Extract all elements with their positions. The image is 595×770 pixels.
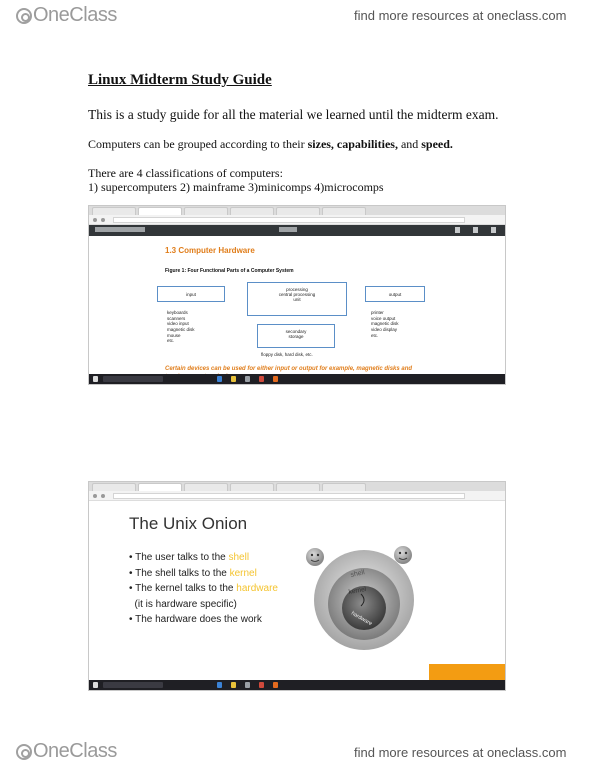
slide-computer-hardware — [149, 238, 449, 383]
reload-icon[interactable] — [101, 218, 105, 222]
store-icon[interactable] — [245, 376, 250, 382]
document-title: Linux Midterm Study Guide — [88, 72, 272, 88]
embedded-screenshot-hardware — [88, 205, 506, 385]
slide-note: Certain devices can be used for either input or output for example, magnetic disks and — [165, 366, 413, 372]
active-app-icon[interactable] — [273, 376, 278, 382]
user-face-icon-left — [306, 548, 324, 566]
download-icon[interactable] — [473, 227, 478, 233]
intro-paragraph: This is a study guide for all the material we learned until the midterm exam. — [88, 107, 499, 122]
output-devices-list: printer voice output magnetic disk video display etc. — [371, 310, 399, 338]
shell-label: shell — [349, 569, 366, 579]
browser-tab-bar — [89, 482, 505, 491]
search-box[interactable] — [103, 682, 163, 688]
hardware-label: hardware — [350, 610, 373, 628]
storage-devices-list: floppy disk, hard disk, etc. — [261, 352, 313, 357]
oneclass-logo-icon — [16, 8, 32, 24]
browser-tab[interactable] — [184, 207, 228, 215]
oneclass-logo-header[interactable] — [16, 4, 117, 27]
slide-title: The Unix Onion — [129, 514, 248, 533]
edge-icon[interactable] — [217, 376, 222, 382]
output-box: output — [365, 286, 425, 302]
browser-tab[interactable] — [322, 207, 366, 215]
browser-tab[interactable] — [184, 483, 228, 491]
logo-text: OneClass — [33, 740, 117, 762]
bullet-highlight: kernel — [229, 567, 257, 579]
input-box: input — [157, 286, 225, 302]
browser-tab[interactable] — [92, 207, 136, 215]
browser-tab[interactable] — [322, 483, 366, 491]
processing-box: processing central processing unit — [247, 282, 347, 316]
address-field[interactable] — [113, 493, 465, 499]
search-box[interactable] — [103, 376, 163, 382]
browser-tab-bar — [89, 206, 505, 215]
rotate-icon[interactable] — [455, 227, 460, 233]
windows-taskbar — [89, 374, 505, 384]
back-icon[interactable] — [93, 218, 97, 222]
folder-icon[interactable] — [231, 682, 236, 688]
browser-tab[interactable] — [138, 207, 182, 215]
browser-tab[interactable] — [276, 483, 320, 491]
windows-taskbar — [89, 680, 505, 690]
kernel-label: kernel — [348, 585, 367, 596]
active-app-icon[interactable] — [273, 682, 278, 688]
reload-icon[interactable] — [101, 494, 105, 498]
app-icon[interactable] — [259, 376, 264, 382]
pdf-filename — [95, 227, 145, 232]
browser-tab[interactable] — [92, 483, 136, 491]
figure-caption: Figure 1: Four Functional Parts of a Computer System — [165, 268, 294, 274]
pdf-viewer-toolbar — [89, 225, 505, 236]
slide-title: 1.3 Computer Hardware — [165, 246, 255, 255]
bullet-highlight: hardware — [236, 583, 278, 594]
bullet-highlight: shell — [228, 552, 250, 563]
browser-tab[interactable] — [276, 207, 320, 215]
resources-link[interactable]: find more resources at oneclass.com — [354, 745, 567, 760]
browser-tab[interactable] — [230, 207, 274, 215]
browser-url-bar — [89, 491, 505, 501]
bullet-text: • The kernel talks to the — [129, 583, 237, 594]
grouping-term-sizes: sizes, capabilities, — [307, 137, 398, 151]
grouping-middle: and — [397, 137, 422, 151]
oneclass-logo-footer[interactable] — [16, 740, 117, 763]
bullet-text: • The shell talks to the — [129, 567, 230, 579]
storage-box: secondary storage — [257, 324, 335, 348]
print-icon[interactable] — [491, 227, 496, 233]
bullet-text: (it is hardware specific) — [129, 598, 237, 610]
folder-icon[interactable] — [231, 376, 236, 382]
app-icon[interactable] — [259, 682, 264, 688]
logo-text: OneClass — [33, 4, 117, 26]
page-indicator — [279, 227, 297, 232]
onion-diagram — [89, 502, 505, 677]
slide-unix-onion — [89, 502, 505, 677]
browser-tab[interactable] — [138, 483, 182, 491]
browser-url-bar — [89, 215, 505, 225]
start-icon[interactable] — [93, 376, 98, 382]
grouping-prefix: Computers can be grouped according to their — [88, 137, 308, 151]
store-icon[interactable] — [245, 682, 250, 688]
input-devices-list: keyboards scanners video input magnetic disk mouse etc. — [167, 310, 195, 344]
grouping-term-speed: speed. — [421, 137, 453, 151]
grouping-paragraph — [88, 137, 453, 152]
edge-icon[interactable] — [217, 682, 222, 688]
classifications-list: 1) supercomputers 2) mainframe 3)minicomps 4)microcomps — [88, 180, 384, 194]
bullet-text: • The hardware does the work — [129, 614, 262, 625]
back-icon[interactable] — [93, 494, 97, 498]
classifications-heading: There are 4 classifications of computers: — [88, 166, 283, 180]
browser-tab[interactable] — [230, 483, 274, 491]
user-face-icon-right — [394, 546, 412, 564]
embedded-screenshot-unix-onion — [88, 481, 506, 691]
resources-link[interactable]: find more resources at oneclass.com — [354, 8, 567, 23]
oneclass-logo-icon — [16, 744, 32, 760]
start-icon[interactable] — [93, 682, 98, 688]
bullet-text: • The user talks to the — [129, 552, 229, 563]
address-field[interactable] — [113, 217, 465, 223]
